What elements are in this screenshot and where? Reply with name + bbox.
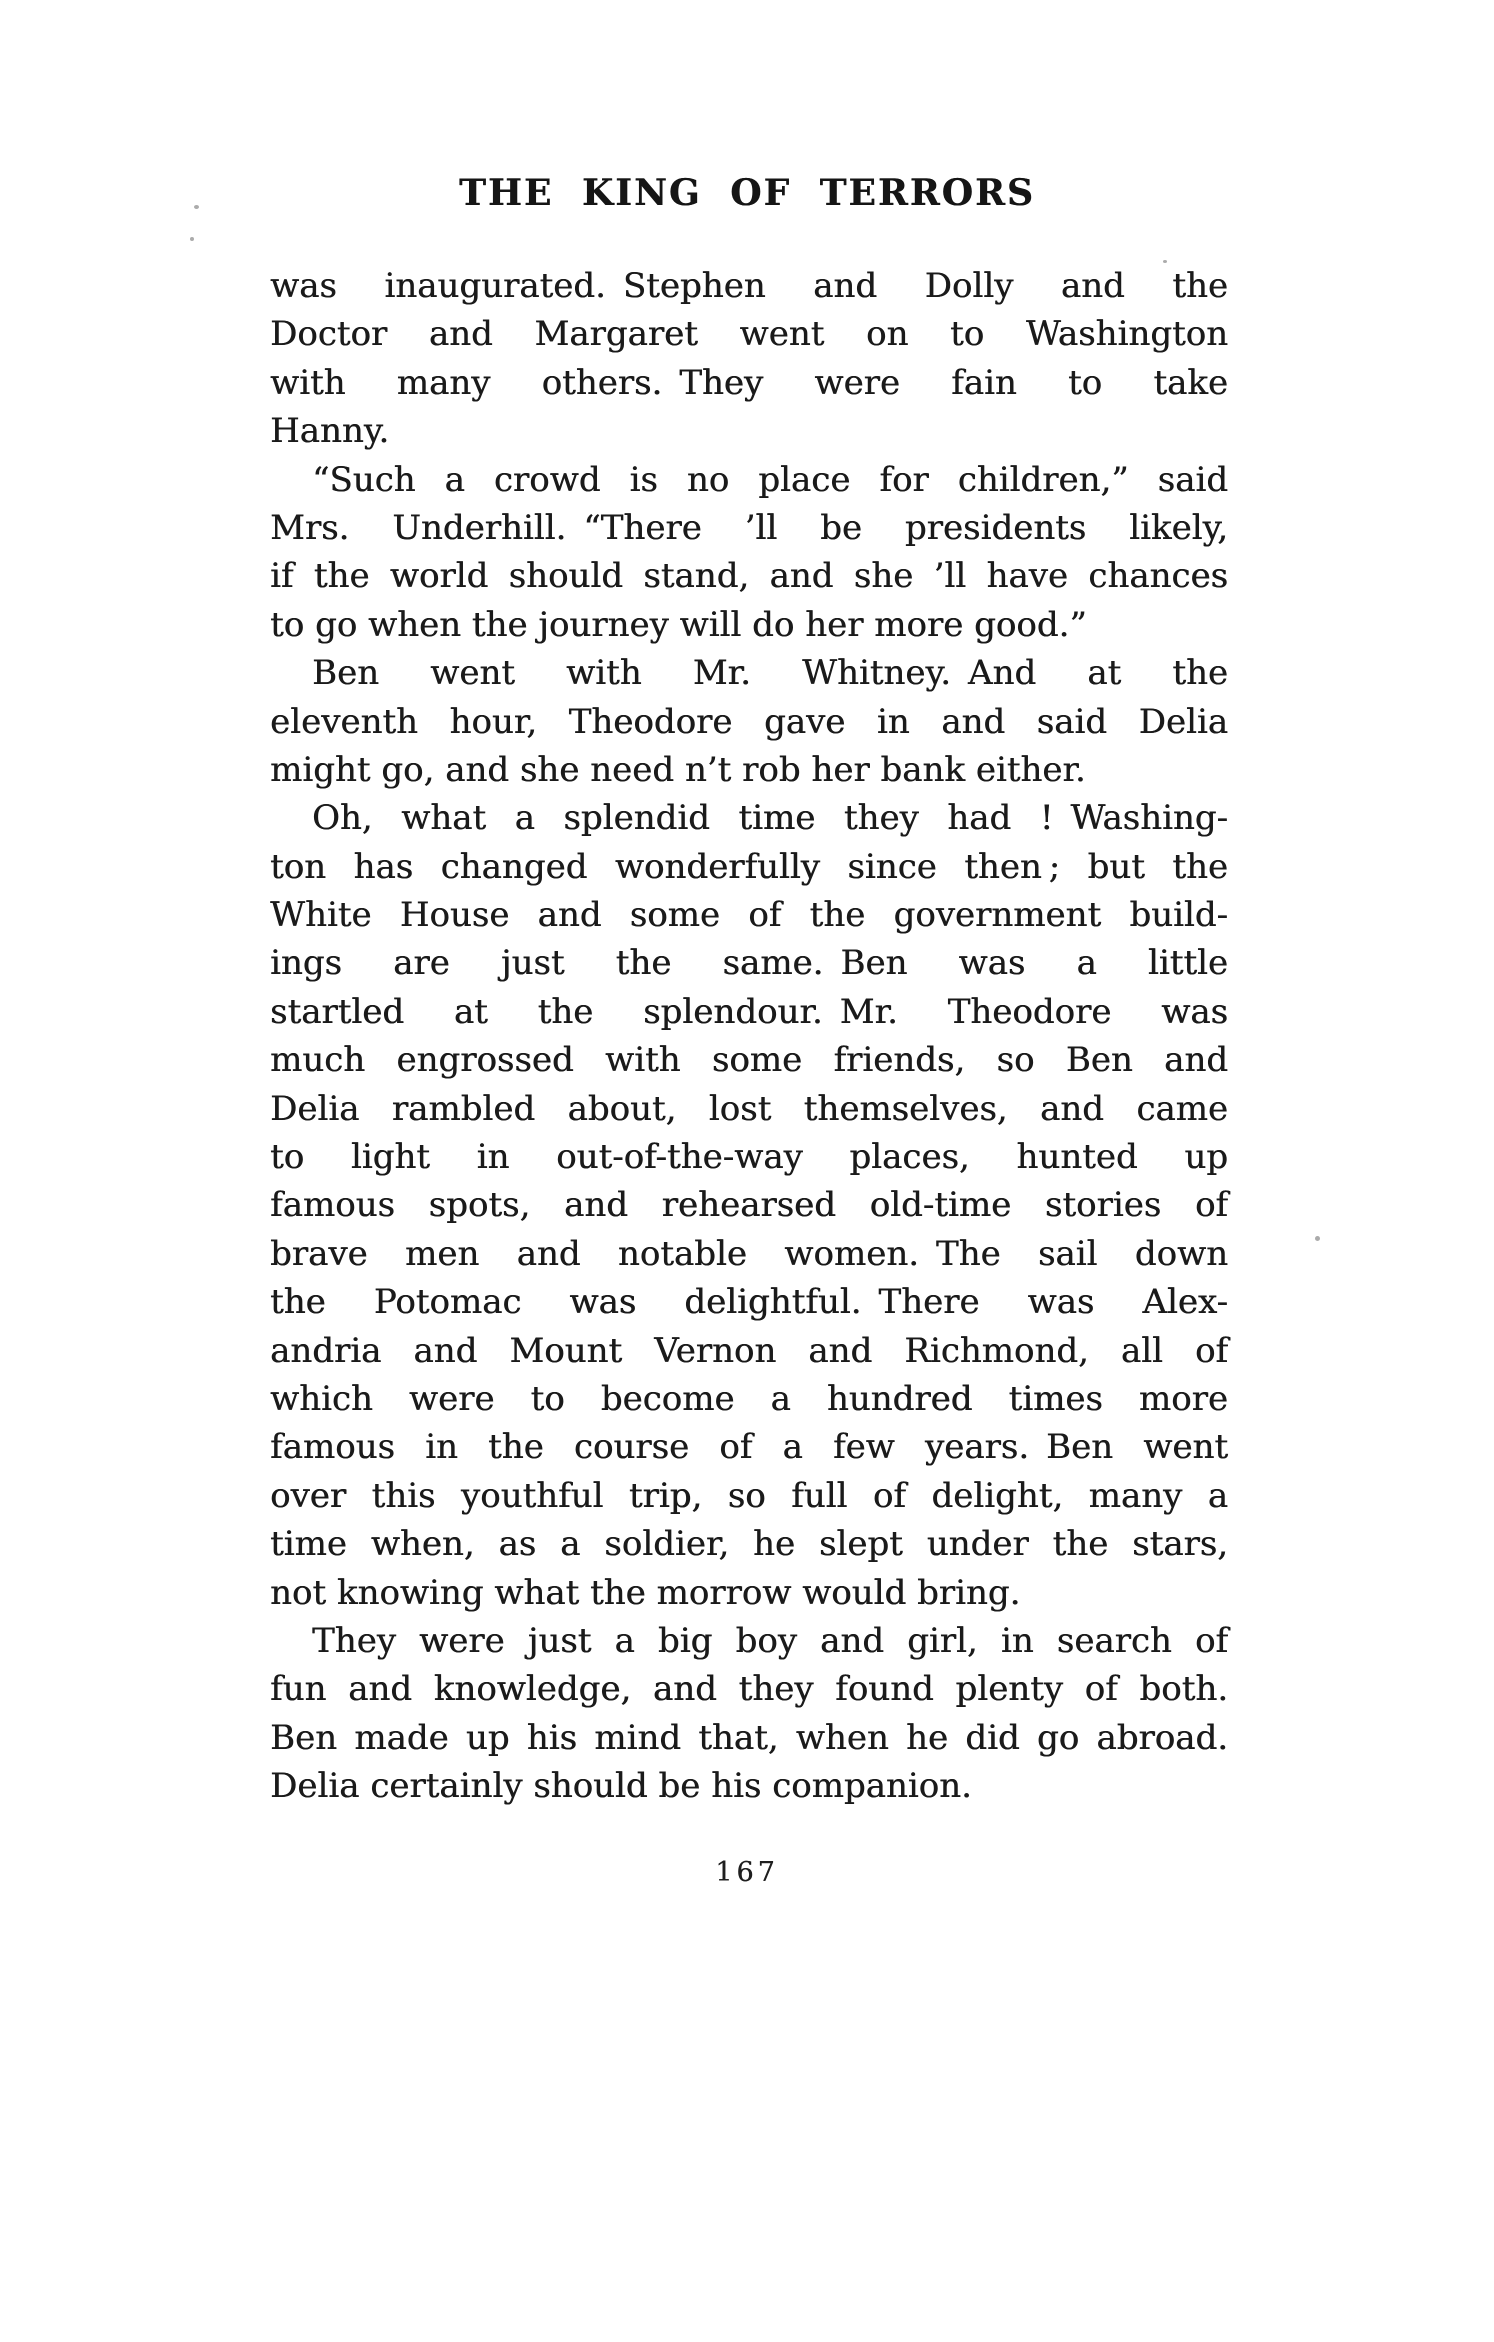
text-line: famous in the course of a few years. Ben went — [270, 1427, 1228, 1468]
scan-speck — [190, 237, 194, 241]
text-line: might go, and she need n’t rob her bank either. — [270, 749, 1086, 790]
page-number: 167 — [715, 1857, 779, 1888]
text-line: brave men and notable women. The sail down — [270, 1233, 1228, 1274]
paragraph — [270, 1617, 1228, 1811]
text-line: fun and knowledge, and they found plenty of both. — [270, 1669, 1228, 1710]
text-line: startled at the splendour. Mr. Theodore was — [270, 991, 1228, 1032]
text-line: White House and some of the government build- — [270, 895, 1228, 936]
scan-speck — [1315, 1236, 1320, 1241]
paragraph — [270, 649, 1228, 794]
text-line: time when, as a soldier, he slept under the stars, — [270, 1524, 1228, 1565]
text-line: Ben went with Mr. Whitney. And at the — [312, 653, 1228, 694]
text-line: if the world should stand, and she ’ll have chances — [270, 556, 1228, 597]
paragraph — [270, 262, 1228, 456]
text-line: Delia certainly should be his companion. — [270, 1766, 972, 1807]
paragraph — [270, 456, 1228, 650]
text-line: much engrossed with some friends, so Ben and — [270, 1040, 1228, 1081]
text-line: Mrs. Underhill. “There ’ll be presidents likely, — [270, 507, 1228, 548]
text-line: eleventh hour, Theodore gave in and said Delia — [270, 701, 1228, 742]
text-line: which were to become a hundred times more — [270, 1378, 1228, 1419]
running-head: THE KING OF TERRORS — [459, 172, 1035, 214]
text-line: ings are just the same. Ben was a little — [270, 943, 1228, 984]
text-line: They were just a big boy and girl, in search of — [312, 1620, 1228, 1661]
text-line: the Potomac was delightful. There was Alex- — [270, 1282, 1228, 1323]
text-line: “Such a crowd is no place for children,” said — [312, 459, 1228, 500]
text-line: ton has changed wonderfully since then ; but the — [270, 846, 1228, 887]
text-line: Doctor and Margaret went on to Washington — [270, 314, 1228, 355]
text-line: to go when the journey will do her more good.” — [270, 604, 1087, 645]
text-block — [270, 262, 1228, 1811]
paragraph — [270, 794, 1228, 1617]
text-line: to light in out-of-the-way places, hunted up — [270, 1137, 1228, 1178]
text-line: with many others. They were fain to take — [270, 362, 1228, 403]
text-line: Oh, what a splendid time they had ! Washing- — [312, 798, 1228, 839]
text-line: Hanny. — [270, 411, 390, 452]
text-line: over this youthful trip, so full of delight, many a — [270, 1475, 1228, 1516]
text-line: Delia rambled about, lost themselves, and came — [270, 1088, 1228, 1129]
text-line: andria and Mount Vernon and Richmond, all of — [270, 1330, 1228, 1371]
text-line: famous spots, and rehearsed old-time stories of — [270, 1185, 1228, 1226]
text-line: Ben made up his mind that, when he did go abroad. — [270, 1717, 1228, 1758]
text-line: not knowing what the morrow would bring. — [270, 1572, 1021, 1613]
text-line: was inaugurated. Stephen and Dolly and the — [270, 266, 1228, 306]
